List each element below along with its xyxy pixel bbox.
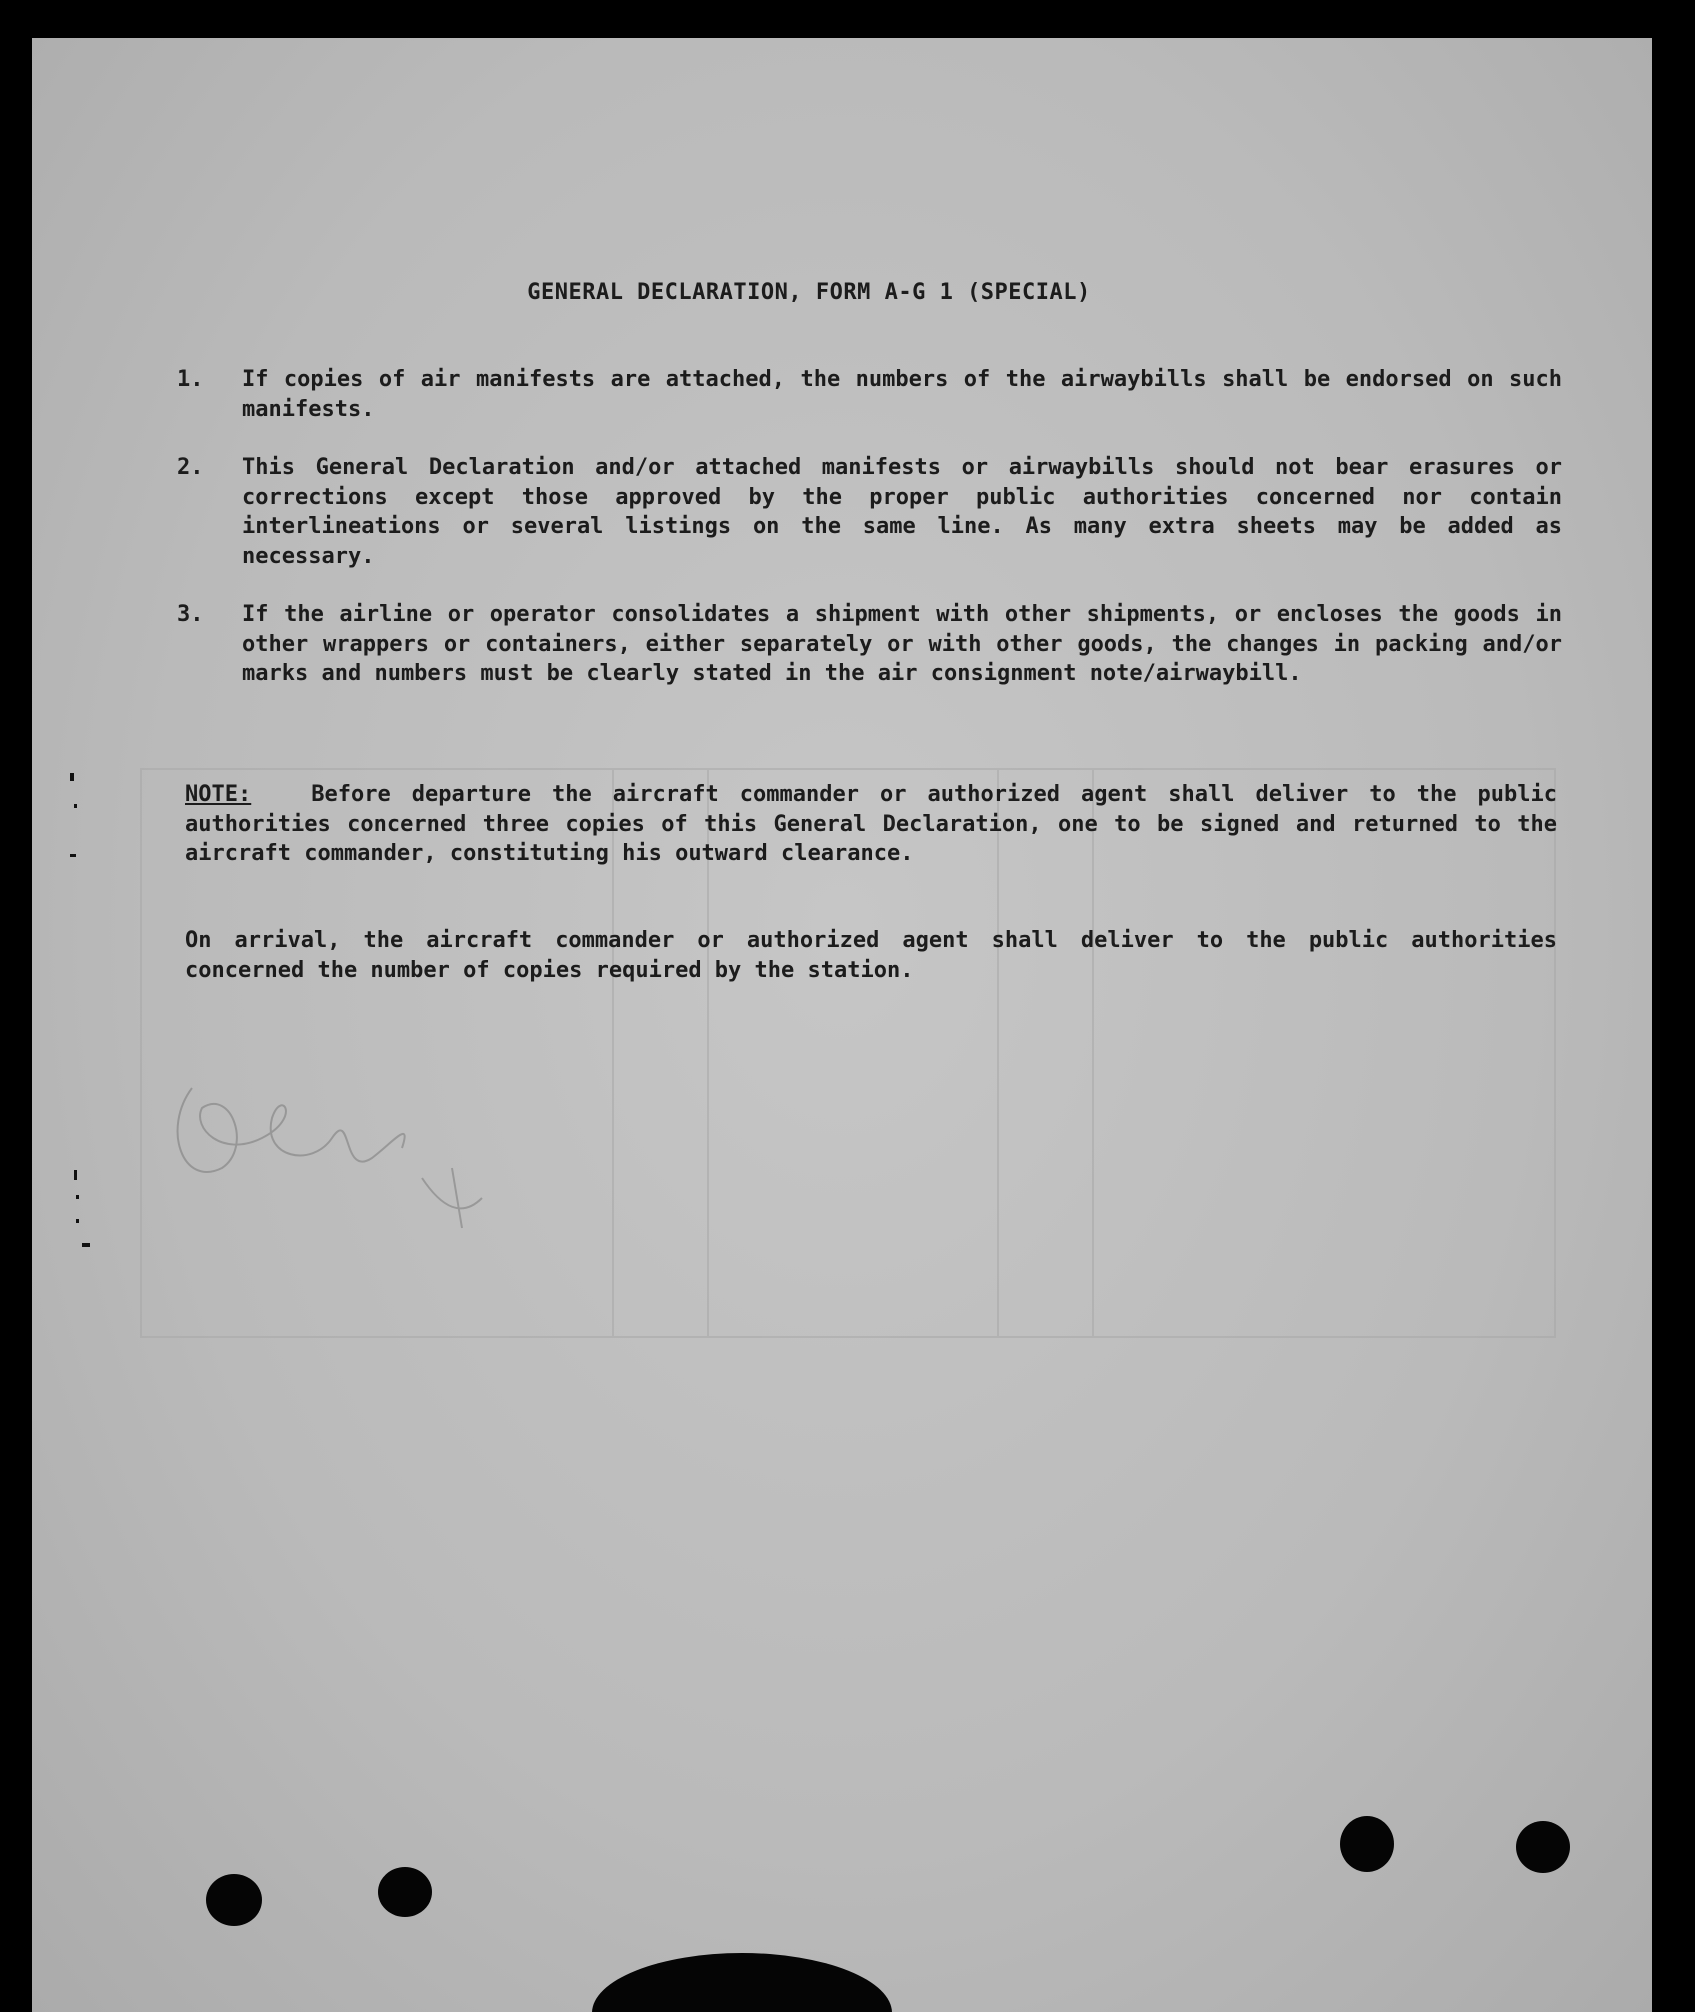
edge-speck: [74, 804, 77, 808]
arrival-text: On arrival, the aircraft commander or authorized agent shall deliver to the public authorities concerned the number of copies required by the station.: [185, 928, 1557, 983]
list-item-text: If copies of air manifests are attached, the numbers of the airwaybills shall be endorsed on such manifests.: [242, 367, 1562, 422]
list-item-text: If the airline or operator consolidates a shipment with other shipments, or encloses the goods in other wrappers or containers, either separately or with other goods, the changes in packing and/or marks and numbers must be clearly stated in the air consignment note/airwaybill.: [242, 602, 1562, 686]
note-text: Before departure the aircraft commander or authorized agent shall deliver to the public authorities concerned three copies of this General Declaration, one to be signed and returned to the aircraft commander, constituting his outward clearance.: [185, 782, 1557, 866]
list-item-number: 2.: [177, 455, 204, 480]
punch-hole: [1516, 1821, 1570, 1873]
document-title: [32, 280, 1652, 305]
list-item: [177, 365, 1562, 424]
note-paragraph: [185, 780, 1557, 869]
list-item-number: 3.: [177, 602, 204, 627]
list-item: [177, 600, 1562, 689]
list-item: [177, 453, 1562, 571]
edge-speck: [70, 773, 74, 781]
list-item-number: 1.: [177, 367, 204, 392]
bleed-through-signature: [162, 1048, 522, 1248]
document-title-text: GENERAL DECLARATION, FORM A-G 1 (SPECIAL): [527, 280, 1091, 305]
edge-speck: [82, 1243, 90, 1247]
torn-edge: [592, 1953, 892, 2012]
edge-speck: [70, 854, 76, 857]
punch-hole: [1340, 1816, 1394, 1872]
list-item-text: This General Declaration and/or attached manifests or airwaybills should not bear erasures or corrections except those approved by the proper public authorities concerned nor contain interlineations or several listings on the same line. As many extra sheets may be added as necessary.: [242, 455, 1562, 569]
edge-speck: [74, 1170, 77, 1180]
punch-hole: [206, 1874, 262, 1926]
document-page: [32, 38, 1652, 2012]
punch-hole: [378, 1867, 432, 1917]
note-label: NOTE:: [185, 782, 252, 807]
edge-speck: [76, 1219, 79, 1223]
arrival-paragraph: [185, 926, 1557, 985]
edge-speck: [76, 1195, 79, 1199]
